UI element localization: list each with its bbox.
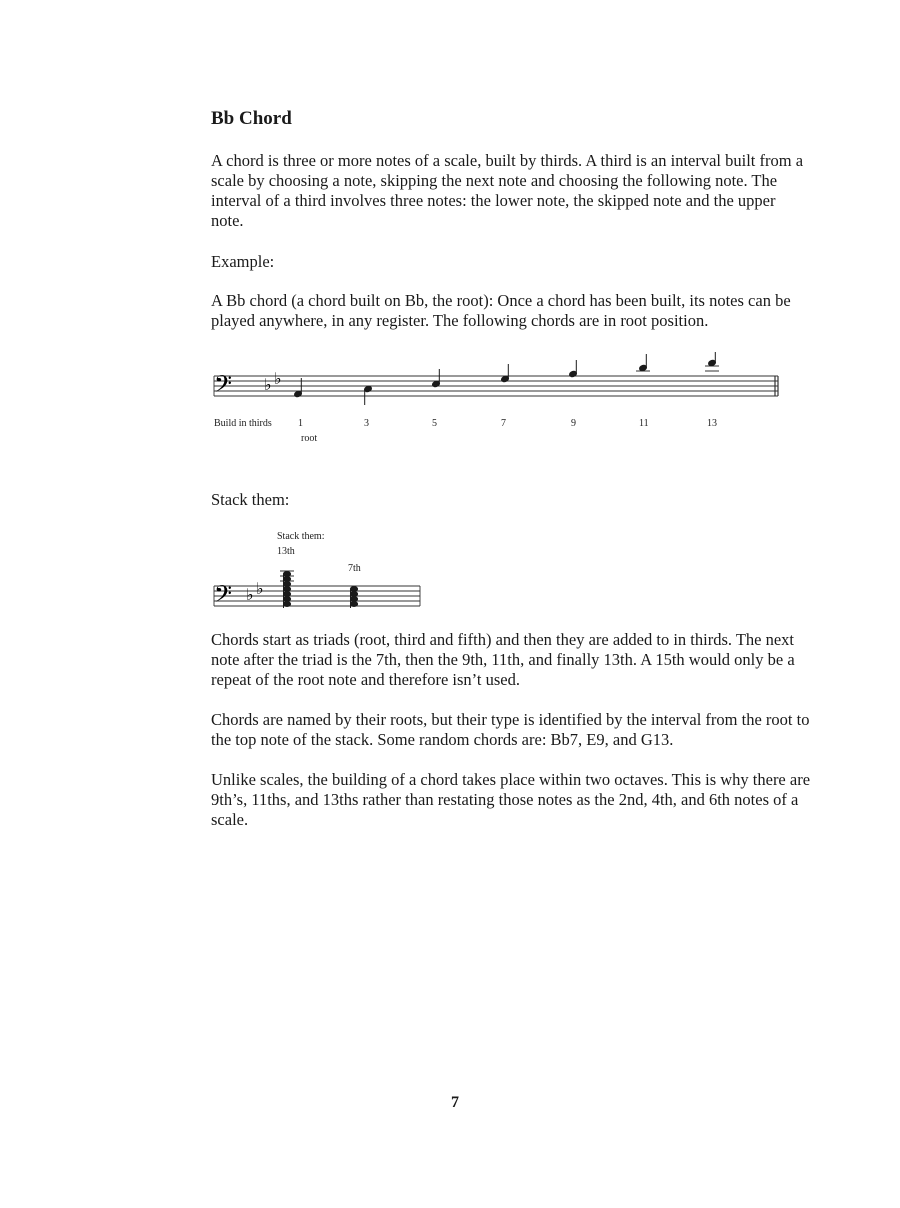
note-9	[569, 360, 578, 378]
interval-number: 5	[432, 418, 437, 429]
flat-sign-icon: ♭	[274, 371, 282, 388]
flat-sign-icon: ♭	[256, 581, 264, 598]
bb-chord-paragraph: A Bb chord (a chord built on Bb, the root): Once a chord has been built, its notes can be played anywhere, in any register. The following chords are in root position.	[211, 291, 791, 330]
interval-number: 1	[298, 418, 303, 429]
note-7	[501, 364, 510, 383]
seventh-label: 7th	[348, 563, 361, 574]
intro-paragraph: A chord is three or more notes of a scale, built by thirds. A third is an interval built from a scale by choosing a note, skipping the next note and choosing the following note. The interval of a third involves three notes: the lower note, the skipped note and the upper note.	[211, 151, 804, 230]
interval-number: 9	[571, 418, 576, 429]
interval-number: 3	[364, 418, 369, 429]
flat-sign-icon: ♭	[264, 377, 272, 394]
interval-number: 13	[707, 418, 717, 429]
page-number: 7	[451, 1094, 459, 1111]
seventh-chord	[350, 587, 357, 609]
interval-number: 7	[501, 418, 506, 429]
page-title: Bb Chord	[211, 108, 292, 129]
bass-clef-icon: 𝄢	[214, 372, 233, 403]
note-11	[636, 354, 650, 372]
thirteenth-label: 13th	[277, 546, 295, 557]
stacked-chords-staff	[208, 526, 428, 616]
chord-naming-paragraph: Chords are named by their roots, but their type is identified by the interval from the root to the top note of the stack. Some random chords are: Bb7, E9, and G13.	[211, 710, 810, 749]
stack-them-label: Stack them:	[211, 490, 290, 509]
stack-them-caption: Stack them:	[277, 531, 325, 542]
octaves-paragraph: Unlike scales, the building of a chord takes place within two octaves. This is why there are 9th’s, 11ths, and 13ths rather than restating those notes as the 2nd, 4th, and 6th notes of a scale.	[211, 770, 811, 829]
note-13	[705, 352, 719, 371]
build-in-thirds-label: Build in thirds	[214, 418, 272, 429]
flat-sign-icon: ♭	[246, 587, 254, 604]
note-3	[364, 385, 373, 405]
triads-paragraph: Chords start as triads (root, third and fifth) and then they are added to in thirds. The next note after the triad is the 7th, then the 9th, 11th, and finally 13th. A 15th would only be a repeat of the root note and therefore isn’t used.	[211, 630, 795, 689]
build-in-thirds-staff	[208, 352, 798, 452]
note-5	[432, 369, 441, 388]
example-label: Example:	[211, 252, 275, 271]
root-label: root	[301, 433, 318, 444]
thirteenth-chord	[280, 571, 294, 608]
interval-number: 11	[639, 418, 649, 429]
bass-clef-icon: 𝄢	[214, 582, 233, 613]
